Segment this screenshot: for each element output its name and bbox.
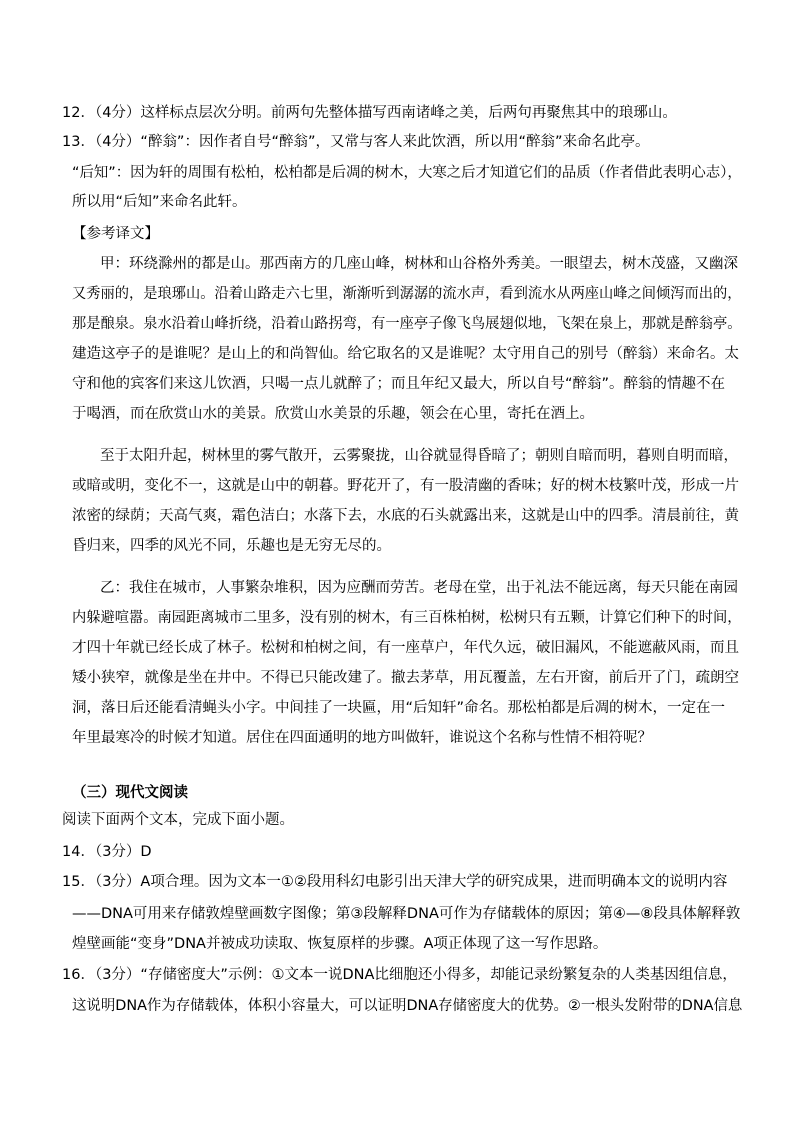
answer-15-line: 15．（3分）A项合理。因为文本一①②段用科幻电影引出天津大学的研究成果，进而明确本文的说明内容 — [62, 874, 728, 890]
translation-jia-line: 那是酿泉。泉水沿着山峰折绕，沿着山路拐弯，有一座亭子像飞鸟展翅似地，飞架在泉上，那就是醉翁亭。 — [72, 316, 742, 332]
translation-yi-line: 乙：我住在城市，人事繁杂堆积，因为应酬而劳苦。老母在堂，出于礼法不能远离，每天只能在南园 — [100, 580, 738, 596]
translation-yi-line: 内躲避喧嚣。南园距离城市二里多，没有别的树木，有三百株柏树，松树只有五颗，计算它们种下的时间， — [72, 610, 742, 626]
answer-13-line-2: “后知”：因为轩的周围有松柏，松柏都是后凋的树木，大寒之后才知道它们的品质（作者借此表明心志）， — [72, 165, 742, 181]
translation-yi-line: 才四十年就已经长成了林子。松树和柏树之间，有一座草户，年代久远，破旧漏风，不能遮蔽风雨，而且 — [72, 640, 739, 656]
translation-para2-line: 昏归来，四季的风光不同，乐趣也是无穷无尽的。 — [72, 538, 391, 554]
answer-13-line-1: 13．（4分）“醉翁”：因作者自号“醉翁”，又常与客人来此饮酒，所以用“醉翁”来命名此亭。 — [62, 134, 650, 150]
translation-jia-line: 于喝酒，而在欣赏山水的美景。欣赏山水美景的乐趣，领会在心里，寄托在酒上。 — [72, 406, 594, 422]
answer-12: 12．（4分）这样标点层次分明。前两句先整体描写西南诸峰之美，后两句再聚焦其中的琅琊山。 — [62, 105, 677, 121]
translation-jia-line: 建造这亭子的是谁呢？是山上的和尚智仙。给它取名的又是谁呢？太守用自己的别号（醉翁）来命名。太 — [72, 346, 739, 362]
section-3-instruction: 阅读下面两个文本，完成下面小题。 — [62, 812, 294, 828]
translation-jia-line: 甲：环绕滁州的都是山。那西南方的几座山峰，树林和山谷格外秀美。一眼望去，树木茂盛，又幽深 — [100, 256, 738, 272]
translation-yi-line: 洞，落日后还能看清蝇头小字。中间挂了一块匾，用“后知轩”命名。那松柏都是后凋的树木，一定在一 — [72, 700, 726, 716]
answer-15-line: ——DNA可用来存储敦煌壁画数字图像；第③段解释DNA可作为存储载体的原因；第④—⑧段具体解释敦 — [72, 906, 741, 922]
answer-14: 14．（3分）D — [62, 844, 152, 860]
translation-yi-line: 矮小狭窄，就像是坐在井中。不得已只能改建了。撤去茅草，用瓦覆盖，左右开窗，前后开了门，疏朗空 — [72, 670, 739, 686]
section-3-heading: （三）现代文阅读 — [72, 785, 188, 801]
translation-para2-line: 浓密的绿荫；天高气爽，霜色洁白；水落下去，水底的石头就露出来，这就是山中的四季。清晨前往，黄 — [72, 508, 739, 524]
answer-16-line: 16．（3分）“存储密度大”示例：①文本一说DNA比细胞还小得多，却能记录纷繁复杂的人类基因组信息， — [62, 967, 737, 983]
answer-13-line-3: 所以用“后知”来命名此轩。 — [72, 194, 247, 210]
translation-jia-line: 守和他的宾客们来这儿饮酒，只喝一点儿就醉了；而且年纪又最大，所以自号“醉翁”。醉翁的情趣不在 — [72, 376, 726, 392]
answer-15-line: 煌壁画能“变身”DNA并被成功读取、恢复原样的步骤。A项正体现了这一写作思路。 — [72, 936, 608, 952]
translation-para2-line: 或暗或明，变化不一，这就是山中的朝暮。野花开了，有一股清幽的香味；好的树木枝繁叶茂，形成一片 — [72, 478, 739, 494]
translation-jia-line: 又秀丽的，是琅琊山。沿着山路走六七里，渐渐听到潺潺的流水声，看到流水从两座山峰之间倾泻而出的， — [72, 286, 742, 302]
translation-para2-line: 至于太阳升起，树林里的雾气散开，云雾聚拢，山谷就显得昏暗了；朝则自暗而明，暮则自明而暗， — [100, 448, 738, 464]
translation-yi-line: 年里最寒冷的时候才知道。居住在四面通明的地方叫做轩，谁说这个名称与性情不相符呢？ — [72, 730, 652, 746]
translation-heading: 【参考译文】 — [72, 226, 159, 242]
answer-16-line: 这说明DNA作为存储载体，体积小容量大，可以证明DNA存储密度大的优势。②一根头发附带的DNA信息 — [72, 998, 743, 1014]
